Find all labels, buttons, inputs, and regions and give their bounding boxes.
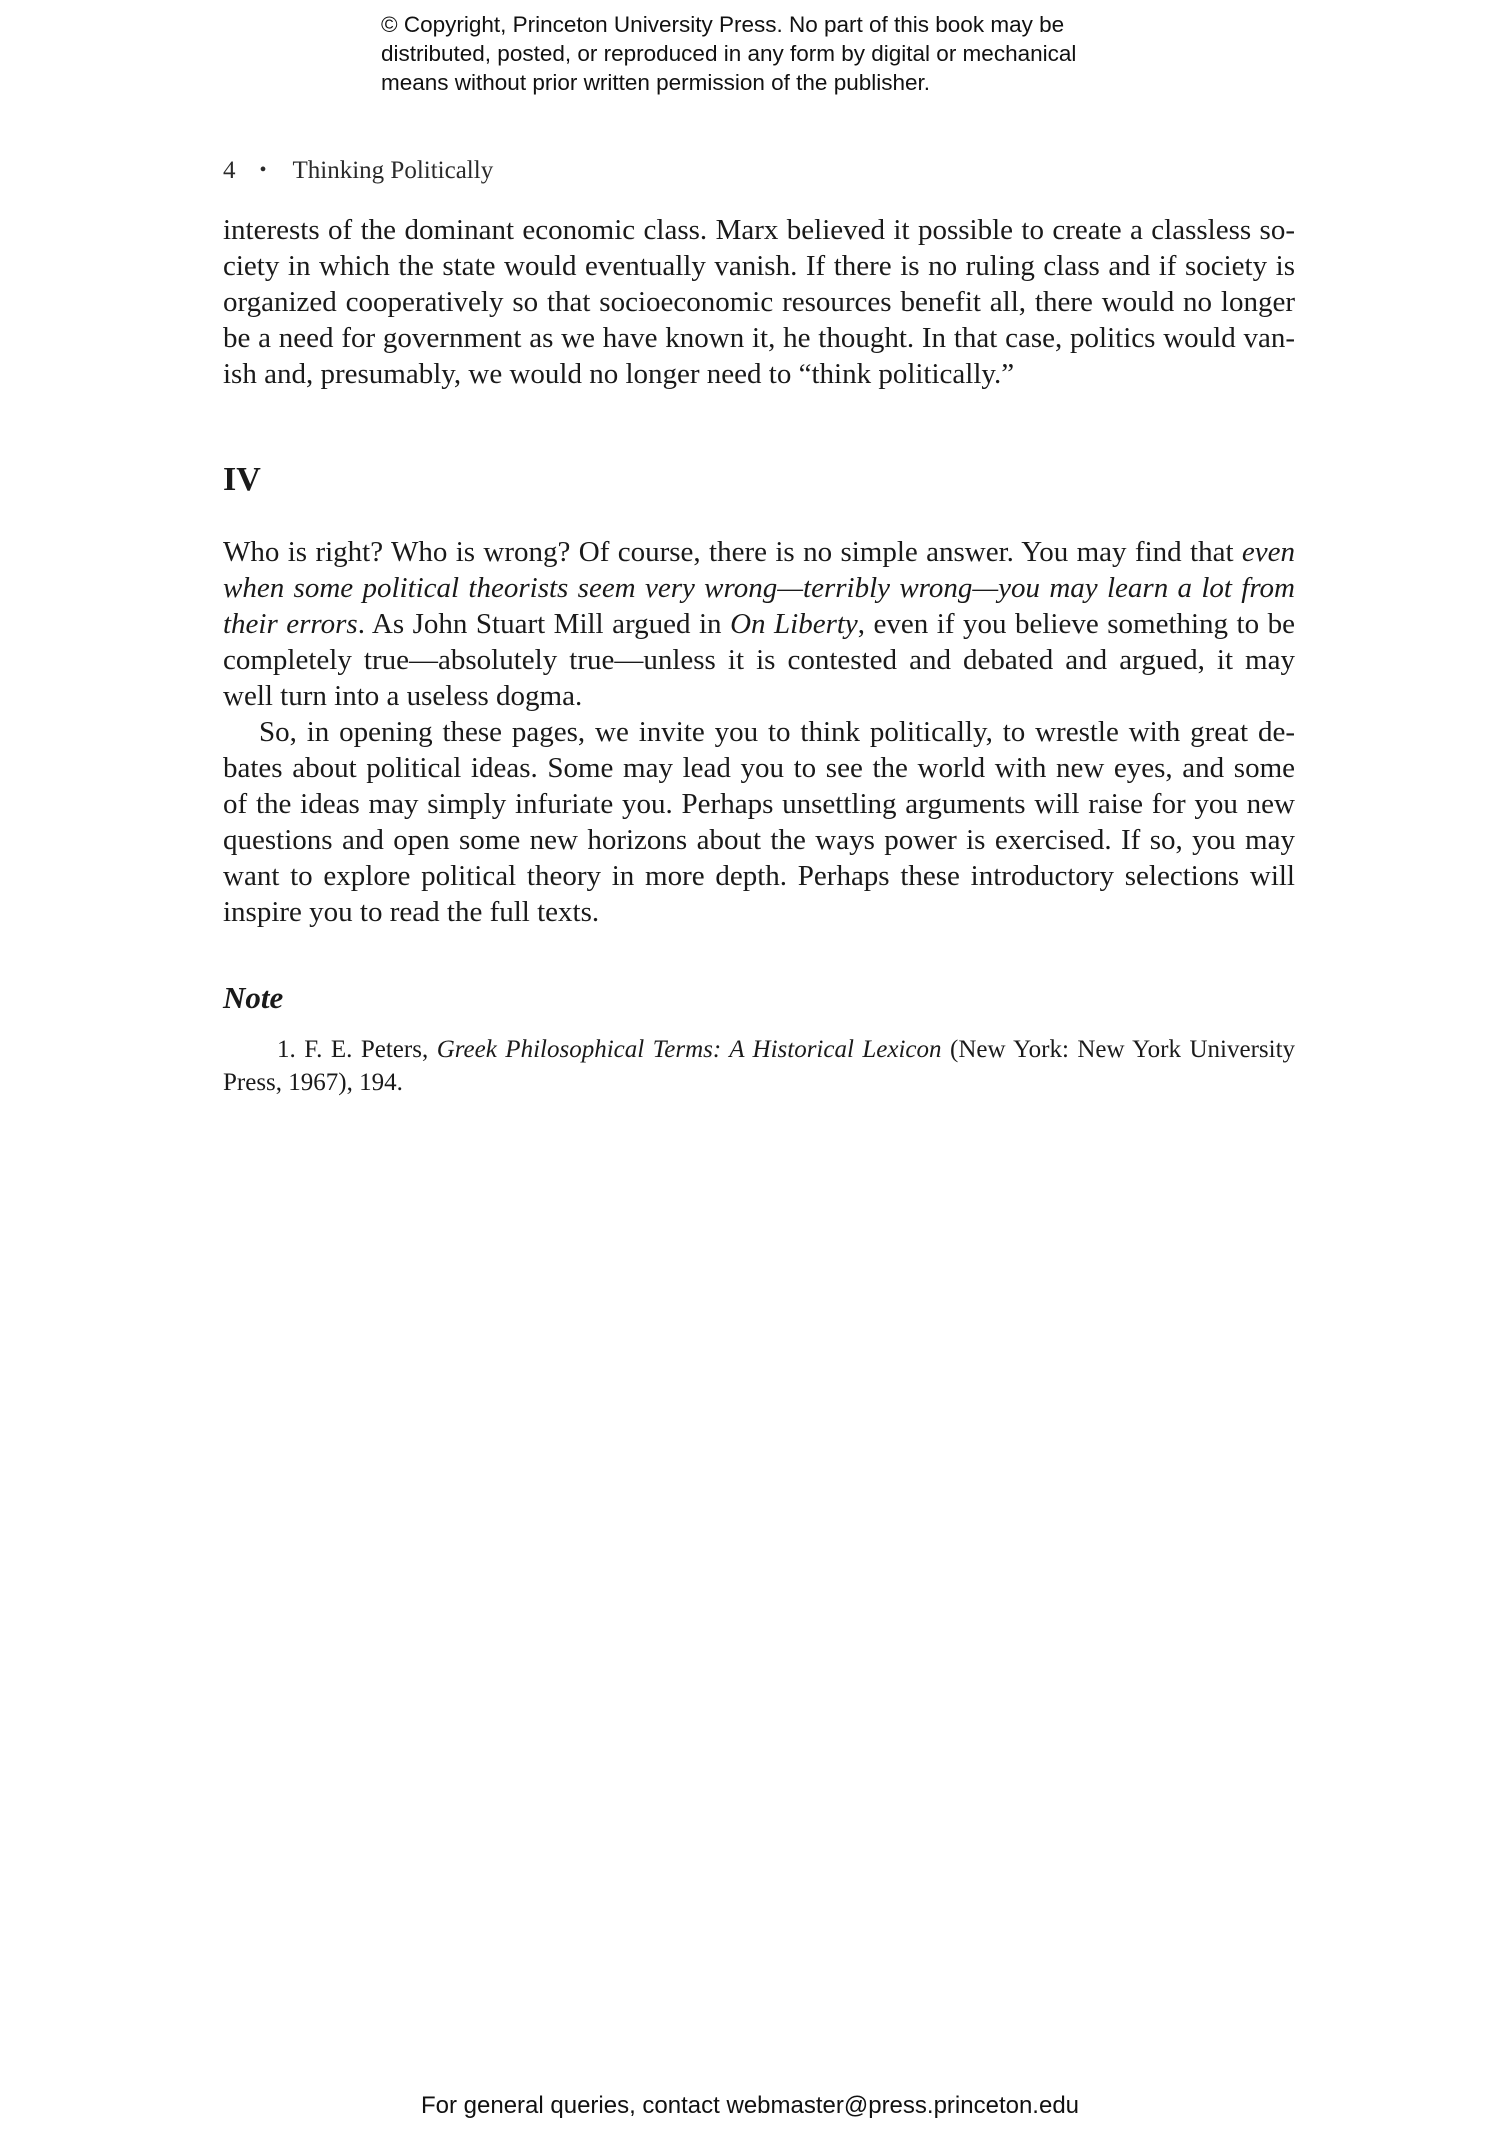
text-line: completely true—absolutely true—unless it is contested and debated and argued, it may	[223, 644, 1295, 676]
footnote-number: 1.	[277, 1036, 296, 1063]
paragraph-who-is-right	[223, 534, 1295, 714]
running-head	[223, 152, 493, 189]
text-line: ish and, presumably, we would no longer need to “think politically.”	[223, 358, 1015, 390]
copyright-line: distributed, posted, or reproduced in any form by digital or mechanical	[381, 41, 1077, 66]
text-line: questions and open some new horizons about the ways power is exercised. If so, you may	[223, 824, 1295, 856]
text-line	[223, 570, 1295, 606]
text-line: interests of the dominant economic class. Marx believed it possible to create a classless so-	[223, 214, 1295, 246]
section-heading: IV	[223, 461, 261, 498]
text-line: ciety in which the state would eventually vanish. If there is no ruling class and if society is	[223, 250, 1295, 282]
text-run: F. E. Peters,	[304, 1036, 437, 1063]
text-line: organized cooperatively so that socioeconomic resources benefit all, there would no longer	[223, 286, 1295, 318]
book-title: On Liberty	[730, 608, 858, 640]
paragraph-marx	[223, 212, 1295, 392]
text-line: want to explore political theory in more depth. Perhaps these introductory selections will	[223, 860, 1295, 892]
footer-contact: For general queries, contact webmaster@press.princeton.edu	[420, 2092, 1080, 2119]
italic-run: even	[1241, 536, 1295, 568]
copyright-line: © Copyright, Princeton University Press. No part of this book may be	[381, 12, 1065, 37]
footnote-line	[223, 1033, 1295, 1066]
italic-run: when some political theorists seem very wrong—terribly wrong—you may learn a lot from	[223, 572, 1295, 604]
text-run: Who is right? Who is wrong? Of course, there is no simple answer. You may find that	[223, 536, 1242, 568]
text-line: of the ideas may simply infuriate you. Perhaps unsettling arguments will raise for you new	[223, 788, 1295, 820]
text-run: , even if you believe something to be	[857, 608, 1295, 640]
running-head-title: Thinking Politically	[292, 157, 494, 184]
bullet-separator: •	[259, 159, 267, 181]
text-line: be a need for government as we have known it, he thought. In that case, politics would van-	[223, 322, 1295, 354]
footnote	[223, 1033, 1295, 1099]
italic-run: their errors	[223, 608, 358, 640]
text-run: (New York: New York University	[941, 1036, 1296, 1063]
text-line	[223, 606, 1295, 642]
page-number: 4	[223, 157, 236, 184]
footnote-line: Press, 1967), 194.	[223, 1069, 403, 1096]
text-line: bates about political ideas. Some may lead you to see the world with new eyes, and some	[223, 752, 1295, 784]
text-run: . As John Stuart Mill argued in	[357, 608, 731, 640]
note-heading: Note	[223, 980, 284, 1015]
book-title: Greek Philosophical Terms: A Historical Lexicon	[436, 1036, 942, 1063]
copyright-line: means without prior written permission of the publisher.	[381, 70, 931, 95]
copyright-notice	[381, 10, 1141, 97]
text-line: So, in opening these pages, we invite you to think politically, to wrestle with great de-	[259, 716, 1295, 748]
paragraph-invitation	[223, 714, 1295, 930]
text-line: inspire you to read the full texts.	[223, 896, 600, 928]
text-line	[223, 534, 1295, 570]
text-line: well turn into a useless dogma.	[223, 680, 583, 712]
